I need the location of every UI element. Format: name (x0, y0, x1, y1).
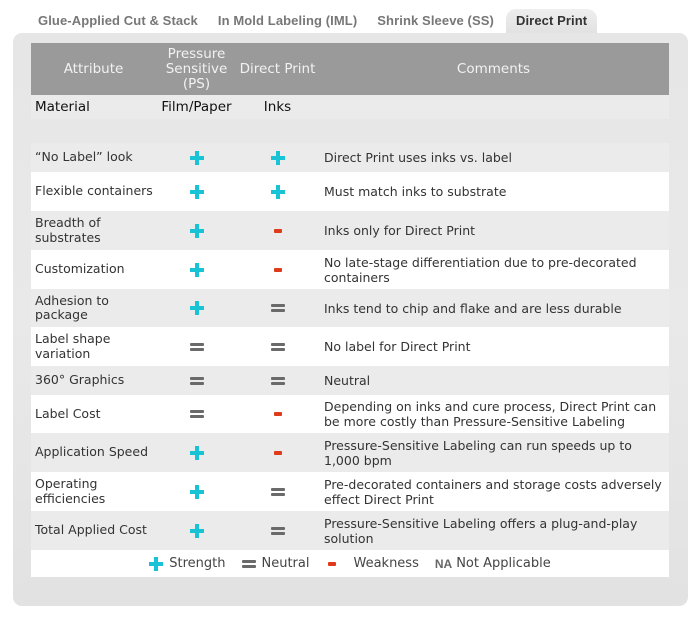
row-dp-rating (237, 185, 318, 199)
row-dp-rating (237, 374, 318, 388)
table-header (31, 43, 669, 95)
material-ps: Film/Paper (161, 99, 232, 115)
row-ps-rating (156, 185, 237, 199)
row-attribute: Label Cost (35, 405, 101, 421)
row-dp-rating (237, 224, 318, 238)
row-attribute: Adhesion to package (35, 292, 109, 322)
legend-weakness (325, 556, 418, 571)
row-ps-rating (156, 407, 237, 421)
minus-icon (271, 407, 285, 421)
plus-icon (190, 263, 204, 277)
legend-neutral-label: Neutral (261, 556, 310, 571)
row-comment: Must match inks to substrate (324, 184, 507, 199)
table-row (31, 433, 669, 472)
row-comment: No label for Direct Print (324, 339, 471, 354)
plus-icon (149, 557, 163, 571)
table-row (31, 172, 669, 211)
table-row (31, 289, 669, 327)
row-dp-rating (237, 446, 318, 460)
header-direct-print: Direct Print (239, 60, 316, 77)
header-attribute: Attribute (63, 60, 124, 77)
row-attribute: 360° Graphics (35, 372, 125, 388)
plus-icon (190, 485, 204, 499)
table-body (31, 143, 669, 550)
table-row (31, 472, 669, 511)
row-comment: Depending on inks and cure process, Direct Print can be more costly than Pressure-Sensitive Labeling (324, 399, 657, 429)
row-dp-rating (237, 340, 318, 354)
tab-bar (28, 9, 597, 33)
legend-strength (149, 556, 225, 571)
table-row (31, 366, 669, 395)
equal-icon (271, 374, 285, 388)
row-ps-rating (156, 485, 237, 499)
row-comment: Pressure-Sensitive Labeling can run speeds up to 1,000 bpm (324, 437, 632, 468)
row-attribute: Flexible containers (35, 183, 153, 199)
minus-icon (325, 557, 339, 571)
row-dp-rating (237, 407, 318, 421)
table-row (31, 395, 669, 433)
row-dp-rating (237, 524, 318, 538)
equal-icon (271, 524, 285, 538)
row-dp-rating (237, 151, 318, 165)
plus-icon (190, 446, 204, 460)
header-pressure-sensitive: Pressure Sensitive (PS) (165, 45, 228, 92)
equal-icon (271, 485, 285, 499)
row-attribute: Breadth of substrates (35, 215, 101, 245)
row-attribute: Customization (35, 261, 125, 277)
table-row (31, 250, 669, 289)
row-attribute: Operating efficiencies (35, 476, 106, 506)
legend-strength-label: Strength (169, 556, 226, 571)
row-comment: Pre-decorated containers and storage costs adversely effect Direct Print (324, 476, 662, 507)
plus-icon (271, 151, 285, 165)
header-comments: Comments (456, 60, 531, 77)
row-ps-rating (156, 151, 237, 165)
legend-na-label: Not Applicable (456, 556, 551, 571)
table-row (31, 511, 669, 550)
equal-icon (242, 557, 256, 571)
minus-icon (271, 263, 285, 277)
row-ps-rating (156, 301, 237, 315)
table-row (31, 143, 669, 172)
plus-icon (271, 185, 285, 199)
tab-glue-applied[interactable]: Glue-Applied Cut & Stack (38, 13, 198, 28)
row-attribute: “No Label” look (35, 149, 133, 165)
legend (31, 550, 669, 577)
row-comment: Inks only for Direct Print (324, 223, 476, 238)
material-dp: Inks (263, 99, 292, 115)
row-dp-rating (237, 301, 318, 315)
row-comment: Pressure-Sensitive Labeling offers a plug-and-play solution (324, 515, 638, 546)
tab-in-mold-labeling[interactable]: In Mold Labeling (IML) (217, 13, 358, 28)
row-ps-rating (156, 446, 237, 460)
plus-icon (190, 151, 204, 165)
row-comment: Direct Print uses inks vs. label (324, 150, 512, 165)
equal-icon (190, 340, 204, 354)
plus-icon (190, 524, 204, 538)
equal-icon (190, 374, 204, 388)
comparison-table (31, 43, 669, 577)
minus-icon (271, 446, 285, 460)
table-row (31, 211, 669, 250)
legend-weakness-label: Weakness (353, 556, 419, 571)
row-ps-rating (156, 224, 237, 238)
row-comment: Inks tend to chip and flake and are less durable (324, 300, 622, 316)
plus-icon (190, 224, 204, 238)
tab-shrink-sleeve[interactable]: Shrink Sleeve (SS) (377, 13, 494, 28)
row-ps-rating (156, 340, 237, 354)
plus-icon (190, 301, 204, 315)
equal-icon (271, 340, 285, 354)
row-comment: No late-stage differentiation due to pre-decorated containers (324, 254, 637, 285)
row-attribute: Application Speed (35, 444, 149, 460)
row-attribute: Label shape variation (35, 331, 111, 361)
row-ps-rating (156, 524, 237, 538)
row-ps-rating (156, 263, 237, 277)
equal-icon (271, 301, 285, 315)
row-ps-rating (156, 374, 237, 388)
legend-neutral (242, 556, 310, 571)
row-attribute: Total Applied Cost (35, 522, 147, 538)
row-dp-rating (237, 485, 318, 499)
legend-not-applicable (435, 556, 551, 571)
material-row (31, 95, 669, 119)
minus-icon (271, 224, 285, 238)
plus-icon (190, 185, 204, 199)
tab-direct-print[interactable]: Direct Print (506, 9, 597, 33)
na-icon: NA (434, 556, 453, 571)
table-row (31, 327, 669, 366)
row-comment: Neutral (324, 373, 371, 388)
spacer (31, 119, 669, 143)
comparison-panel (13, 33, 688, 606)
equal-icon (190, 407, 204, 421)
row-dp-rating (237, 263, 318, 277)
material-label: Material (35, 99, 90, 115)
